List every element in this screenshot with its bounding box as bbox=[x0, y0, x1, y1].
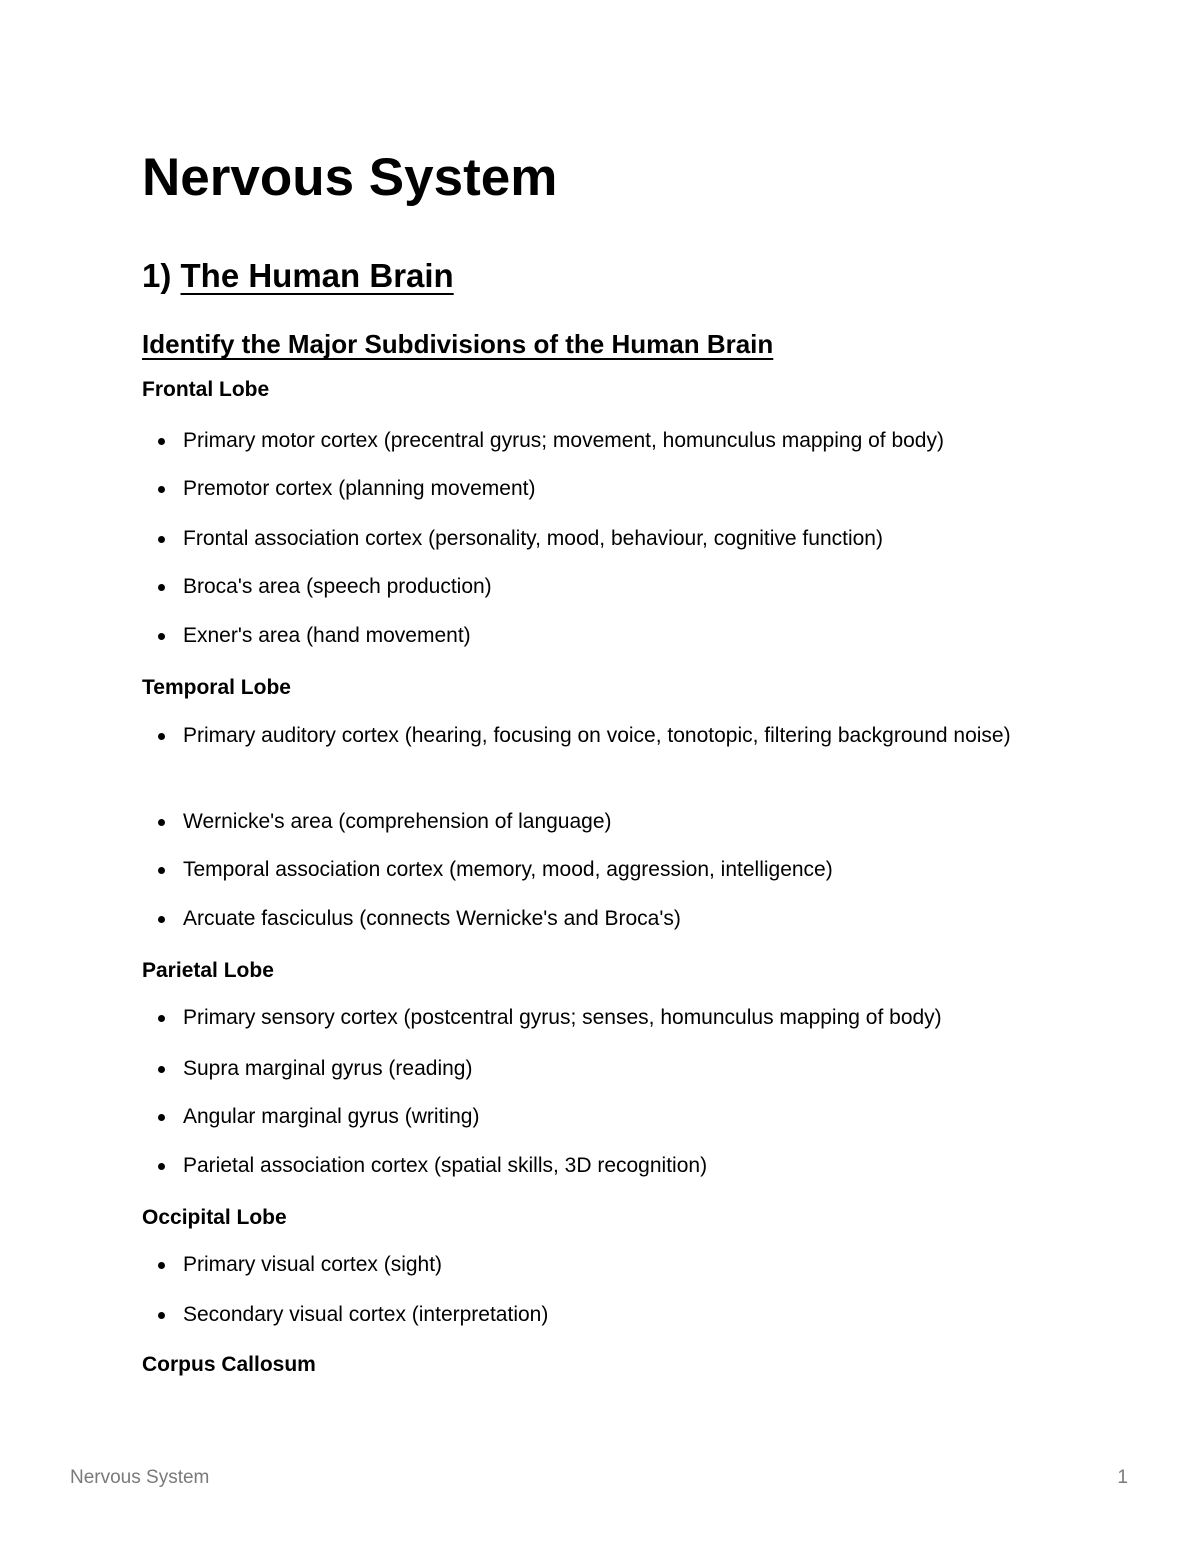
bullet-icon bbox=[158, 1066, 165, 1073]
subheading: Identify the Major Subdivisions of the Human Brain bbox=[142, 329, 774, 359]
group-label-parietal-lobe: Parietal Lobe bbox=[142, 959, 274, 982]
group-label-corpus-callosum: Corpus Callosum bbox=[142, 1353, 316, 1376]
list-item: Supra marginal gyrus (reading) bbox=[142, 1052, 1052, 1086]
list-item: Arcuate fasciculus (connects Wernicke's and Broca's) bbox=[142, 902, 1052, 936]
list-item: Exner's area (hand movement) bbox=[142, 619, 1052, 653]
list-item: Primary visual cortex (sight) bbox=[142, 1248, 1052, 1282]
bullet-icon bbox=[158, 1262, 165, 1269]
bullet-icon bbox=[158, 1114, 165, 1121]
list-item: Angular marginal gyrus (writing) bbox=[142, 1100, 1052, 1134]
bullet-icon bbox=[158, 733, 165, 740]
list-item: Broca's area (speech production) bbox=[142, 570, 1052, 604]
group-label-occipital-lobe: Occipital Lobe bbox=[142, 1206, 287, 1229]
group-label-frontal-lobe: Frontal Lobe bbox=[142, 378, 270, 401]
list-item: Frontal association cortex (personality, mood, behaviour, cognitive function) bbox=[142, 522, 1052, 556]
document-title: Nervous System bbox=[142, 148, 558, 207]
list-item: Parietal association cortex (spatial skills, 3D recognition) bbox=[142, 1149, 1052, 1183]
group-label-temporal-lobe: Temporal Lobe bbox=[142, 676, 291, 699]
list-item: Wernicke's area (comprehension of language) bbox=[142, 805, 1052, 839]
list-item: Primary motor cortex (precentral gyrus; movement, homunculus mapping of body) bbox=[142, 424, 1052, 458]
bullet-icon bbox=[158, 438, 165, 445]
bullet-icon bbox=[158, 536, 165, 543]
section-heading bbox=[142, 254, 454, 298]
bullet-icon bbox=[158, 867, 165, 874]
section-number: 1) bbox=[142, 257, 172, 294]
list-item: Primary auditory cortex (hearing, focusing on voice, tonotopic, filtering background noise) bbox=[142, 719, 1052, 753]
bullet-icon bbox=[158, 1163, 165, 1170]
section-title: The Human Brain bbox=[180, 257, 454, 294]
bullet-icon bbox=[158, 584, 165, 591]
bullet-icon bbox=[158, 633, 165, 640]
footer-document-title: Nervous System bbox=[70, 1467, 210, 1488]
list-item: Premotor cortex (planning movement) bbox=[142, 472, 1052, 506]
footer-page-number: 1 bbox=[1117, 1467, 1128, 1488]
list-item: Temporal association cortex (memory, mood, aggression, intelligence) bbox=[142, 853, 1052, 887]
bullet-icon bbox=[158, 1312, 165, 1319]
bullet-icon bbox=[158, 916, 165, 923]
bullet-icon bbox=[158, 1015, 165, 1022]
list-item: Secondary visual cortex (interpretation) bbox=[142, 1298, 1052, 1332]
bullet-icon bbox=[158, 819, 165, 826]
list-item: Primary sensory cortex (postcentral gyrus; senses, homunculus mapping of body) bbox=[142, 1001, 1052, 1035]
bullet-icon bbox=[158, 486, 165, 493]
